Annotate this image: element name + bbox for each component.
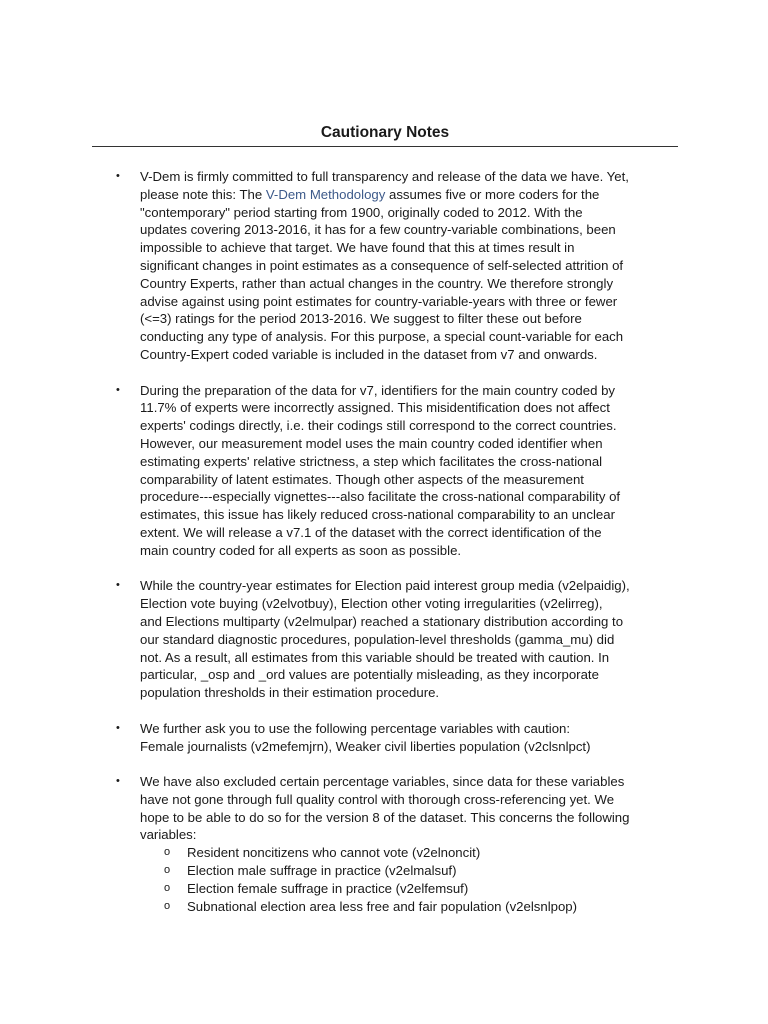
- note-line: [140, 328, 678, 346]
- bullet-icon: •: [116, 383, 120, 396]
- note-text: not. As a result, all estimates from this variable should be treated with caution. In: [140, 649, 610, 665]
- note-line: [140, 631, 678, 649]
- note-text: comparability of latent estimates. Though other aspects of the measurement: [140, 471, 584, 487]
- note-text: hope to be able to do so for the version 8 of the dataset. This concerns the following: [140, 809, 630, 825]
- sub-list-item: [140, 898, 678, 916]
- note-line: [140, 649, 678, 667]
- note-line: [140, 773, 678, 791]
- note-text: conducting any type of analysis. For this purpose, a special count-variable for each: [140, 329, 624, 345]
- note-line: [140, 524, 678, 542]
- note-text: estimates, this issue has likely reduced cross-national comparability to an unclear: [140, 507, 615, 523]
- circle-bullet-icon: o: [164, 899, 171, 912]
- circle-bullet-icon: o: [164, 864, 171, 877]
- note-item: [116, 168, 678, 364]
- note-line: [140, 239, 678, 257]
- note-line: [140, 542, 678, 560]
- note-spacer: [116, 364, 678, 382]
- note-text: please note this: The: [140, 186, 266, 202]
- note-item: [116, 773, 678, 915]
- note-text: Country Experts, rather than actual changes in the country. We therefore strongly: [140, 275, 614, 291]
- note-line: [140, 577, 678, 595]
- note-text: assumes five or more coders for the: [385, 186, 600, 202]
- sub-list-item: [140, 880, 678, 898]
- note-line: [140, 257, 678, 275]
- note-line: [140, 595, 678, 613]
- note-item: [116, 382, 678, 560]
- note-text: Country-Expert coded variable is included in the dataset from v7 and onwards.: [140, 346, 598, 362]
- sub-list-item: [140, 862, 678, 880]
- sub-list-item: [140, 844, 678, 862]
- note-text: particular, _osp and _ord values are potentially misleading, as they incorporate: [140, 667, 599, 683]
- note-line: [140, 186, 678, 204]
- bullet-icon: •: [116, 579, 120, 592]
- methodology-link[interactable]: V-Dem Methodology: [265, 186, 386, 202]
- note-text: procedure---especially vignettes---also facilitate the cross-national comparability of: [140, 489, 621, 505]
- note-line: [140, 738, 678, 756]
- note-text: "contemporary" period starting from 1900, originally coded to 2012. With the: [140, 204, 583, 220]
- note-text: (<=3) ratings for the period 2013-2016. We suggest to filter these out before: [140, 311, 582, 327]
- note-text: However, our measurement model uses the main country coded identifier when: [140, 435, 603, 451]
- note-line: [140, 791, 678, 809]
- note-text: While the country-year estimates for Election paid interest group media (v2elpaidig),: [140, 578, 630, 594]
- note-text: significant changes in point estimates as a consequence of self-selected attrition of: [140, 257, 624, 273]
- note-line: [140, 666, 678, 684]
- cautionary-notes-list: [116, 168, 678, 915]
- note-line: [140, 826, 678, 844]
- sub-item-text: Election male suffrage in practice (v2elmalsuf): [187, 863, 457, 879]
- note-line: [140, 310, 678, 328]
- note-text: have not gone through full quality control with thorough cross-referencing yet. We: [140, 791, 615, 807]
- note-text: updates covering 2013-2016, it has for a few country-variable combinations, been: [140, 222, 616, 238]
- note-spacer: [116, 560, 678, 578]
- note-line: [140, 809, 678, 827]
- note-spacer: [116, 702, 678, 720]
- bullet-icon: •: [116, 721, 120, 734]
- note-line: [140, 293, 678, 311]
- circle-bullet-icon: o: [164, 846, 171, 859]
- note-item: [116, 577, 678, 702]
- note-line: [140, 346, 678, 364]
- note-text: During the preparation of the data for v7, identifiers for the main country coded by: [140, 382, 616, 398]
- note-text: estimating experts' relative strictness, a step which facilitates the cross-national: [140, 453, 603, 469]
- note-text: 11.7% of experts were incorrectly assigned. This misidentification does not affect: [140, 400, 610, 416]
- note-line: [140, 488, 678, 506]
- note-line: [140, 417, 678, 435]
- note-text: V-Dem is firmly committed to full transparency and release of the data we have. Yet,: [140, 169, 629, 184]
- note-line: [140, 168, 678, 186]
- sub-item-text: Subnational election area less free and fair population (v2elsnlpop): [187, 898, 578, 914]
- note-line: [140, 471, 678, 489]
- note-line: [140, 453, 678, 471]
- note-text: impossible to achieve that target. We have found that this at times result in: [140, 240, 575, 256]
- bullet-icon: •: [116, 170, 120, 182]
- note-line: [140, 720, 678, 738]
- note-line: [140, 204, 678, 222]
- page-title: Cautionary Notes: [320, 124, 450, 141]
- note-text: main country coded for all experts as soon as possible.: [140, 542, 462, 558]
- sub-item-text: Resident noncitizens who cannot vote (v2elnoncit): [187, 845, 481, 861]
- note-line: [140, 399, 678, 417]
- note-line: [140, 684, 678, 702]
- note-spacer: [116, 755, 678, 773]
- note-text: Election vote buying (v2elvotbuy), Election other voting irregularities (v2elirreg),: [140, 596, 603, 612]
- note-text: variables:: [140, 827, 197, 843]
- note-line: [140, 382, 678, 400]
- note-text: extent. We will release a v7.1 of the dataset with the correct identification of the: [140, 524, 602, 540]
- note-line: [140, 613, 678, 631]
- note-text: Female journalists (v2mefemjrn), Weaker civil liberties population (v2clsnlpct): [140, 738, 591, 754]
- sub-item-text: Election female suffrage in practice (v2elfemsuf): [187, 880, 469, 896]
- bullet-icon: •: [116, 775, 120, 788]
- title-divider: [92, 146, 678, 147]
- note-line: [140, 221, 678, 239]
- note-text: our standard diagnostic procedures, population-level thresholds (gamma_mu) did: [140, 631, 615, 647]
- note-text: We have also excluded certain percentage variables, since data for these variables: [140, 774, 625, 790]
- note-text: and Elections multiparty (v2elmulpar) reached a stationary distribution according to: [140, 613, 624, 629]
- note-line: [140, 506, 678, 524]
- note-text: advise against using point estimates for country-variable-years with three or fewer: [140, 293, 618, 309]
- note-line: [140, 275, 678, 293]
- note-item: [116, 720, 678, 756]
- note-text: experts' codings directly, i.e. their codings still correspond to the correct countries.: [140, 418, 617, 434]
- note-text: We further ask you to use the following percentage variables with caution:: [140, 720, 571, 736]
- circle-bullet-icon: o: [164, 881, 171, 894]
- note-line: [140, 435, 678, 453]
- note-text: population thresholds in their estimation procedure.: [140, 685, 440, 701]
